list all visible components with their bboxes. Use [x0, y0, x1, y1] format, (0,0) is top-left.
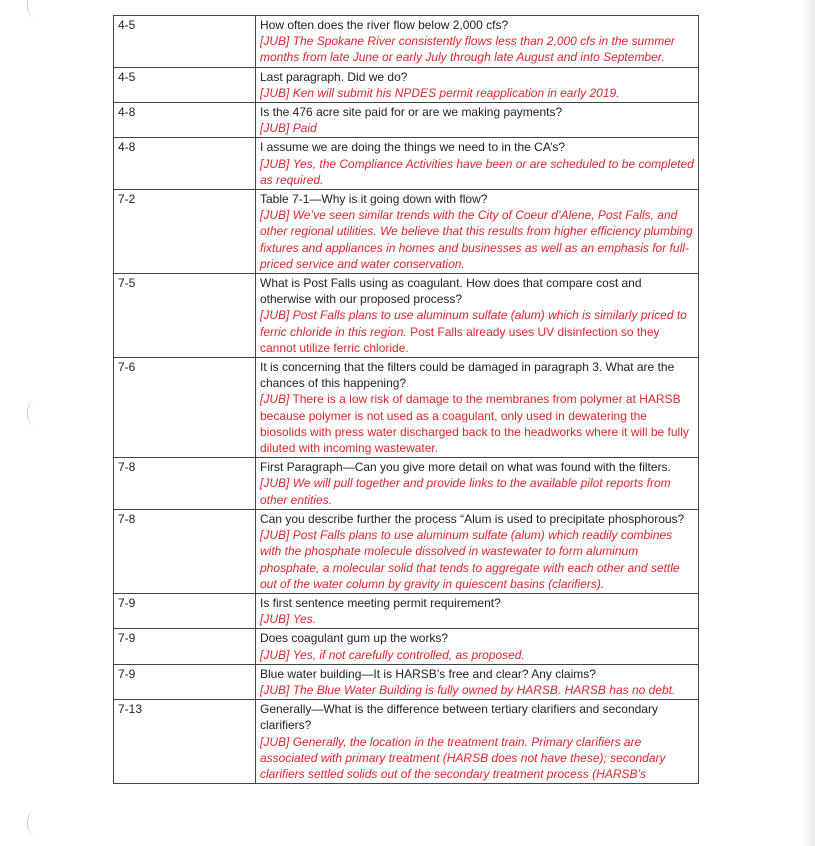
- section-ref: 4-8: [114, 138, 256, 190]
- response-text: [260, 207, 694, 272]
- section-ref: 7-9: [114, 664, 256, 699]
- question-text: First Paragraph—Can you give more detail on what was found with the filters.: [260, 460, 671, 475]
- response-text: [260, 156, 694, 188]
- question-text: Blue water building—It is HARSB’s free and clear? Any claims?: [260, 666, 596, 681]
- question-text: Table 7-1—Why is it going down with flow?: [260, 192, 488, 207]
- comment-cell: [256, 67, 699, 102]
- response-tag: [JUB]: [260, 612, 290, 627]
- table-row: [114, 700, 699, 784]
- response-tag: [JUB]: [260, 85, 290, 100]
- response-tag: [JUB]: [260, 121, 290, 136]
- table-row: [114, 358, 699, 458]
- question-text: Is the 476 acre site paid for or are we making payments?: [260, 105, 563, 120]
- comment-cell: [256, 358, 699, 458]
- response-plain: There is a low risk of damage to the membranes from polymer at HARSB because polymer is not used as a coagulant, only used in dewatering the biosolids with press water discharged back to the headworks where it will be fully diluted with incoming wastewater.: [260, 392, 689, 456]
- response-italic: Ken will submit his NPDES permit reapplication in early 2019.: [292, 85, 620, 100]
- section-ref: 7-9: [114, 629, 256, 664]
- comment-cell: [256, 593, 699, 628]
- response-text: [260, 611, 694, 627]
- table-row: [114, 629, 699, 664]
- table-row: [114, 664, 699, 699]
- response-italic: Paid: [292, 121, 317, 136]
- comment-cell: [256, 138, 699, 190]
- question-text: Last paragraph. Did we do?: [260, 69, 408, 84]
- comment-cell: [256, 509, 699, 593]
- table-row: [114, 16, 699, 68]
- comment-cell: [256, 629, 699, 664]
- question-text: What is Post Falls using as coagulant. How does that compare cost and otherwise with our proposed process?: [260, 276, 642, 307]
- section-ref: 7-8: [114, 458, 256, 510]
- question-text: It is concerning that the filters could be damaged in paragraph 3. What are the chances of this happening?: [260, 360, 675, 391]
- response-italic: The Blue Water Building is fully owned by HARSB. HARSB has no debt.: [292, 682, 676, 697]
- section-ref: 4-8: [114, 103, 256, 138]
- response-text: [260, 120, 694, 136]
- comment-cell: [256, 103, 699, 138]
- response-italic: The Spokane River consistently flows less than 2,000 cfs in the summer months from late June or early July through late August and into September.: [260, 34, 675, 65]
- comment-cell: [256, 274, 699, 358]
- question-text: Does coagulant gum up the works?: [260, 631, 449, 646]
- table-row: [114, 103, 699, 138]
- response-italic: Yes, if not carefully controlled, as proposed.: [292, 647, 525, 662]
- response-text: [260, 391, 694, 456]
- response-text: [260, 647, 694, 663]
- table-row: [114, 67, 699, 102]
- comment-cell: [256, 700, 699, 784]
- section-ref: 7-8: [114, 509, 256, 593]
- section-ref: 7-9: [114, 593, 256, 628]
- response-plain: Post Falls already uses UV disinfection so they cannot utilize ferric chloride.: [260, 324, 660, 355]
- table-row: [114, 509, 699, 593]
- response-tag: [JUB]: [260, 208, 290, 223]
- response-tag: [JUB]: [260, 528, 290, 543]
- question-text: Generally—What is the difference between tertiary clarifiers and secondary clarifiers?: [260, 702, 658, 733]
- section-ref: 7-5: [114, 274, 256, 358]
- response-text: [260, 85, 694, 101]
- response-italic: We’ve seen similar trends with the City of Coeur d’Alene, Post Falls, and other regional utilities. We believe that this results from higher efficiency plumbing fixtures and appliances in homes and businesses as well as an emphasis for full-priced service and water conservation.: [260, 208, 693, 271]
- hole-punch-middle: [27, 400, 42, 426]
- response-tag: [JUB]: [260, 647, 290, 662]
- question-text: How often does the river flow below 2,000 cfs?: [260, 18, 509, 32]
- section-ref: 7-2: [114, 190, 256, 274]
- table-row: [114, 274, 699, 358]
- response-italic: Yes, the Compliance Activities have been or are scheduled to be completed as required.: [260, 156, 694, 187]
- response-italic: Yes.: [292, 612, 317, 627]
- response-text: [260, 33, 694, 65]
- response-text: [260, 527, 694, 592]
- question-text: Can you describe further the process “Alum is used to precipitate phosphorous?: [260, 511, 685, 526]
- response-text: [260, 475, 694, 507]
- page-edge-shadow: [801, 0, 815, 846]
- comment-cell: [256, 458, 699, 510]
- section-ref: 7-13: [114, 700, 256, 784]
- question-text: I assume we are doing the things we need to in the CA’s?: [260, 140, 566, 155]
- table-row: [114, 593, 699, 628]
- table-row: [114, 190, 699, 274]
- response-text: [260, 734, 694, 783]
- hole-punch-top: [27, 0, 42, 18]
- comment-cell: [256, 190, 699, 274]
- table-row: [114, 138, 699, 190]
- review-comments-table: [113, 15, 699, 784]
- response-italic: Post Falls plans to use aluminum sulfate (alum) which readily combines with the phosphate molecule dissolved in wastewater to form aluminum phosphate, a molecular solid that tends to aggregate with each other and settle out of the water column by gravity in quiescent basins (clarifiers).: [260, 528, 680, 591]
- comment-cell: [256, 664, 699, 699]
- hole-punch-bottom: [27, 810, 42, 836]
- response-italic: Post Falls plans to use aluminum sulfate (alum) which is similarly priced to ferric chloride in this region.: [260, 308, 687, 339]
- response-tag: [JUB]: [260, 34, 290, 49]
- response-text: [260, 682, 694, 698]
- section-ref: 4-5: [114, 67, 256, 102]
- response-tag: [JUB]: [260, 156, 290, 171]
- response-tag: [JUB]: [260, 392, 290, 407]
- comment-cell: [256, 16, 699, 68]
- table-row: [114, 458, 699, 510]
- response-italic: We will pull together and provide links to the available pilot reports from other entities.: [260, 476, 671, 507]
- response-text: [260, 307, 694, 356]
- response-tag: [JUB]: [260, 682, 290, 697]
- response-tag: [JUB]: [260, 308, 290, 323]
- response-tag: [JUB]: [260, 734, 290, 749]
- question-text: Is first sentence meeting permit requirement?: [260, 595, 501, 610]
- response-tag: [JUB]: [260, 476, 290, 491]
- response-italic: Generally, the location in the treatment train. Primary clarifiers are associated with primary treatment (HARSB does not have these); secondary clarifiers settled solids out of the secondary treatment process (HARSB’s: [260, 734, 666, 781]
- section-ref: 7-6: [114, 358, 256, 458]
- section-ref: 4-5: [114, 16, 256, 68]
